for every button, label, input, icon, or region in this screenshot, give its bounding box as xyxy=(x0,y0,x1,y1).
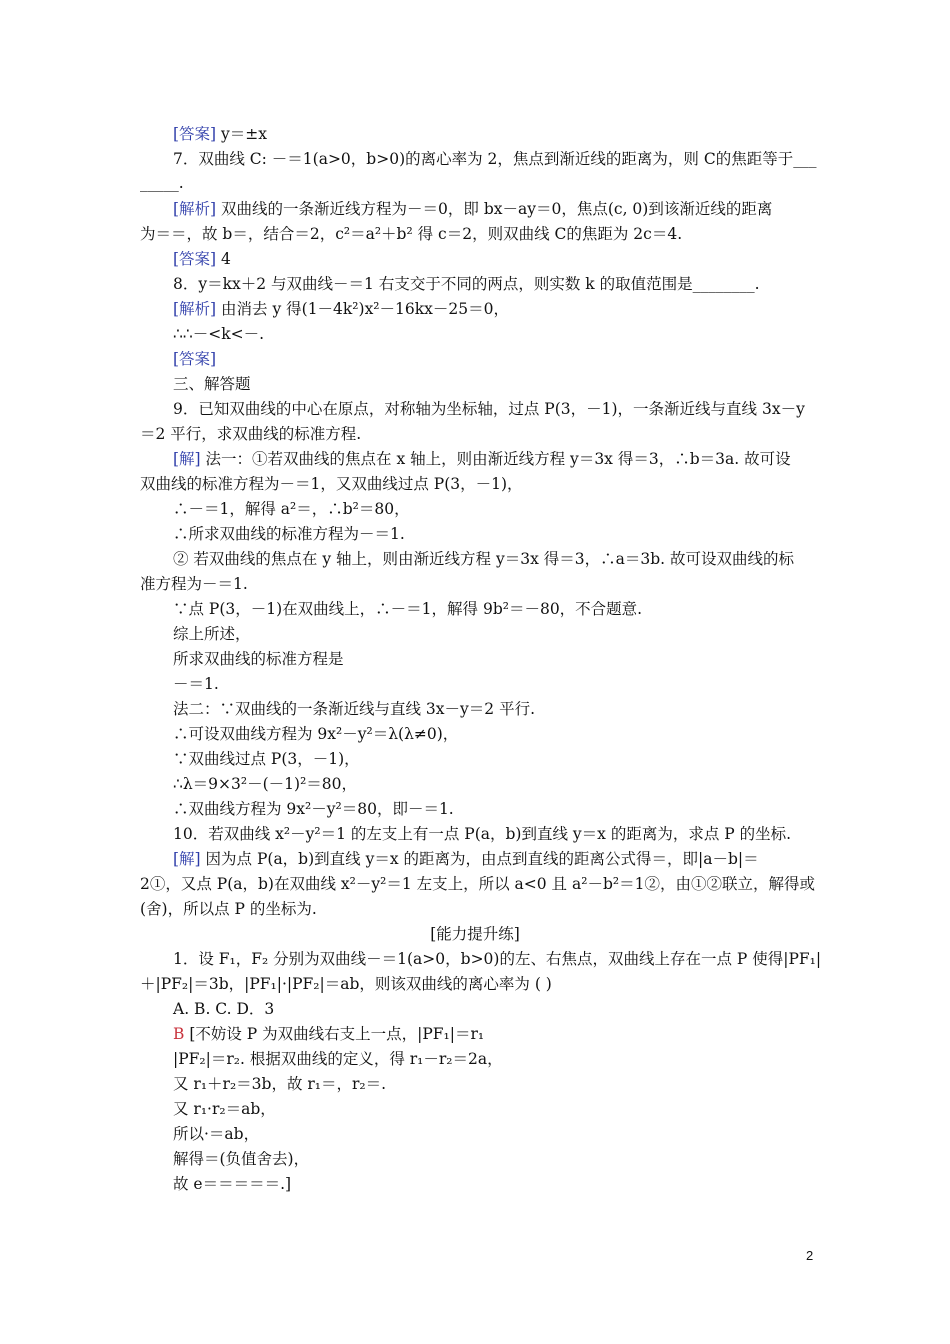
line-32: (舍)，所以点 P 的坐标为. xyxy=(140,900,317,918)
line-14: [解] 法一：①若双曲线的焦点在 x 轴上，则由渐近线方程 y＝3x 得＝3，∴b＝3a. 故可设 xyxy=(173,450,791,468)
line-10: [答案] xyxy=(173,350,217,368)
line-31: 2①，又点 P(a，b)在双曲线 x²－y²＝1 左支上，所以 a<0 且 a²－b²＝1②，由①②联立，解得或 xyxy=(140,875,815,893)
line-5: 为＝＝，故 b＝，结合＝2，c²＝a²＋b² 得 c＝2，则双曲线 C的焦距为 2c＝4. xyxy=(140,225,683,243)
line-19: 准方程为－＝1. xyxy=(140,575,248,593)
line-8: [解析] 由消去 y 得(1－4k²)x²－16kx－25＝0， xyxy=(173,300,509,318)
line-27: ∴λ＝9×3²－(－1)²＝80， xyxy=(173,775,358,793)
line-34: 1．设 F₁，F₂ 分别为双曲线－＝1(a>0，b>0)的左、右焦点，双曲线上存在一点 P 使得|PF₁| xyxy=(173,950,822,968)
line-39: 又 r₁＋r₂＝3b，故 r₁＝，r₂＝. xyxy=(173,1075,387,1093)
line-21: 综上所述， xyxy=(173,625,251,643)
line-22: 所求双曲线的标准方程是 xyxy=(173,650,344,668)
line-38: |PF₂|＝r₂. 根据双曲线的定义，得 r₁－r₂＝2a， xyxy=(173,1050,503,1068)
line-28: ∴双曲线方程为 9x²－y²＝80，即－＝1. xyxy=(173,800,454,818)
section-heading: [能力提升练] xyxy=(430,925,520,943)
line-9: ∴∴－<k<－. xyxy=(173,325,265,343)
line-7: 8．y＝kx＋2 与双曲线－＝1 右支交于不同的两点，则实数 k 的取值范围是________. xyxy=(173,275,760,293)
line-23: －＝1. xyxy=(173,675,219,693)
line-40: 又 r₁·r₂＝ab， xyxy=(173,1100,276,1118)
line-36: A. B. C. D．3 xyxy=(173,1000,275,1018)
line-15: 双曲线的标准方程为－＝1，又双曲线过点 P(3，－1)， xyxy=(140,475,523,493)
line-4: [解析] 双曲线的一条渐近线方程为－＝0，即 bx－ay＝0，焦点(c, 0)到该渐近线的距离 xyxy=(173,200,773,218)
line-2: 7．双曲线 C: －＝1(a>0，b>0)的离心率为 2，焦点到渐近线的距离为，则 C的焦距等于___ xyxy=(173,150,817,168)
line-12: 9．已知双曲线的中心在原点，对称轴为坐标轴，过点 P(3，－1)，一条渐近线与直线 3x－y xyxy=(173,400,805,418)
line-42: 解得＝(负值舍去)， xyxy=(173,1150,310,1168)
line-11: 三、解答题 xyxy=(173,375,251,393)
line-17: ∴所求双曲线的标准方程为－＝1. xyxy=(173,525,405,543)
line-37: B [不妨设 P 为双曲线右支上一点，|PF₁|＝r₁ xyxy=(173,1025,485,1043)
line-16: ∴－＝1，解得 a²＝，∴b²＝80， xyxy=(173,500,410,518)
line-41: 所以·＝ab， xyxy=(173,1125,260,1143)
line-1: [答案] y＝±x xyxy=(173,125,268,143)
line-3: _____. xyxy=(140,174,184,192)
line-35: ＋|PF₂|＝3b，|PF₁|·|PF₂|＝ab，则该双曲线的离心率为 ( ) xyxy=(140,975,552,993)
line-6: [答案] 4 xyxy=(173,250,231,268)
line-43: 故 e＝＝＝＝＝.] xyxy=(173,1175,292,1193)
line-25: ∴可设双曲线方程为 9x²－y²＝λ(λ≠0)， xyxy=(173,725,459,743)
line-18: ② 若双曲线的焦点在 y 轴上，则由渐近线方程 y＝3x 得＝3，∴a＝3b. 故可设双曲线的标 xyxy=(173,550,794,568)
line-24: 法二：∵双曲线的一条渐近线与直线 3x－y＝2 平行. xyxy=(173,700,536,718)
page-number: 2 xyxy=(806,1248,814,1263)
line-30: [解] 因为点 P(a，b)到直线 y＝x 的距离为，由点到直线的距离公式得＝，即|a－b|＝ xyxy=(173,850,759,868)
line-13: ＝2 平行，求双曲线的标准方程. xyxy=(140,425,362,443)
line-20: ∵点 P(3，－1)在双曲线上，∴－＝1，解得 9b²＝－80，不合题意. xyxy=(173,600,643,618)
line-29: 10．若双曲线 x²－y²＝1 的左支上有一点 P(a，b)到直线 y＝x 的距离为，求点 P 的坐标. xyxy=(173,825,792,843)
line-26: ∵双曲线过点 P(3，－1)， xyxy=(173,750,360,768)
